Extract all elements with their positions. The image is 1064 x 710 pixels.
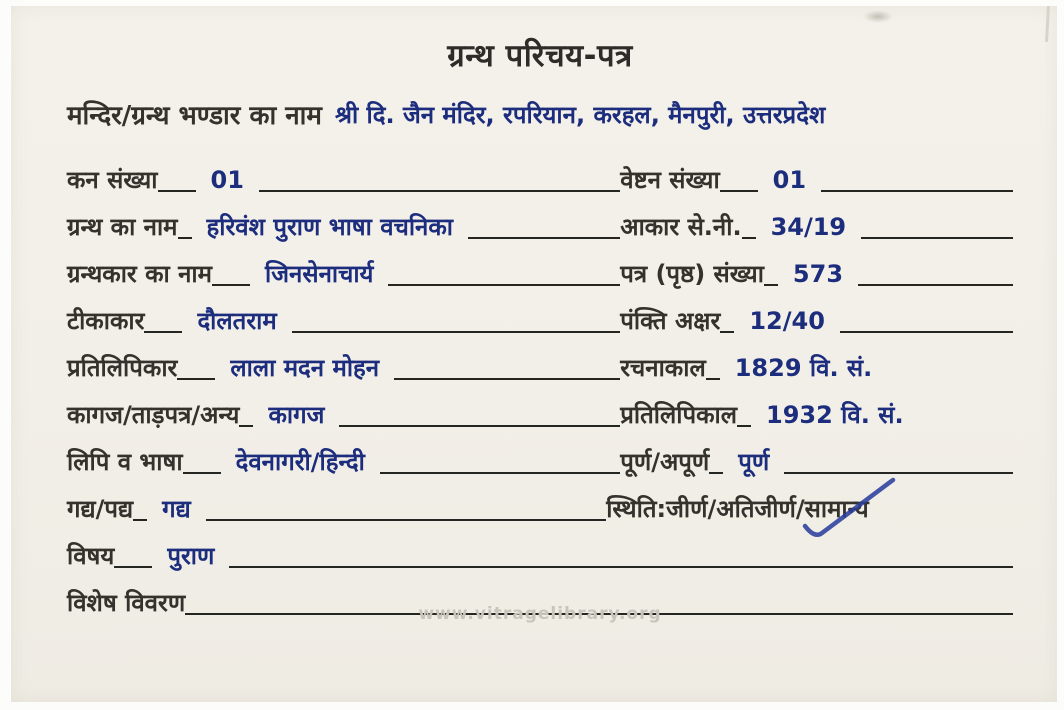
rule-line — [720, 190, 758, 192]
scan-crease — [1045, 6, 1050, 42]
field-label: कन संख्या — [67, 166, 158, 194]
card-content — [67, 6, 1013, 702]
field-value: पूर्ण — [738, 448, 770, 476]
rule-line — [706, 378, 720, 380]
field-rachnakal — [606, 351, 1013, 384]
field-label: स्थिति:जीर्ण/अतिजीर्ण/ — [606, 495, 805, 523]
field-bhandar-name — [67, 92, 1013, 136]
field-label: लिपि व भाषा — [67, 448, 183, 476]
field-label: वेष्टन संख्या — [620, 166, 720, 194]
page-title: ग्रन्थ परिचय-पत्र — [447, 38, 633, 74]
rule-line — [606, 190, 620, 192]
field-value: 34/19 — [770, 212, 847, 241]
field-label: कागज/ताड़पत्र/अन्य — [67, 401, 240, 429]
field-label: ग्रन्थकार का नाम — [67, 260, 212, 288]
rule-line — [858, 284, 1013, 286]
rule-line — [212, 284, 250, 286]
field-value: हरिवंश पुराण भाषा वचनिका — [206, 213, 453, 241]
watermark: www.vitragelibrary.org — [418, 604, 662, 624]
field-kagaj-tadpatra — [67, 398, 606, 431]
field-value: जिनसेनाचार्य — [265, 260, 374, 288]
field-value: पुराण — [167, 542, 215, 570]
rule-line — [606, 331, 620, 333]
field-kram-sankhya — [67, 163, 606, 196]
field-gadya-padya — [67, 492, 606, 525]
field-value: गद्य — [162, 495, 191, 523]
field-label: ग्रन्थ का नाम — [67, 213, 178, 241]
field-pankti-akshar — [606, 304, 1013, 337]
field-value: 1932 वि. सं. — [766, 401, 904, 429]
form-row — [67, 438, 1013, 485]
field-value: दौलतराम — [197, 307, 277, 335]
field-value: 01 — [772, 165, 807, 194]
rule-line — [821, 190, 1013, 192]
rule-line — [114, 566, 152, 568]
rule-line — [468, 237, 606, 239]
rule-line — [183, 472, 221, 474]
rule-line — [144, 331, 182, 333]
rule-line — [737, 425, 751, 427]
field-label: आकार से.नी. — [620, 213, 742, 241]
rule-line — [606, 425, 620, 427]
field-label: पूर्ण/अपूर्ण — [620, 448, 710, 476]
form-row — [67, 156, 1013, 203]
rule-line — [178, 237, 192, 239]
field-vishay — [67, 532, 1013, 579]
rule-line — [229, 566, 1013, 568]
rule-line — [239, 425, 253, 427]
field-value: देवनागरी/हिन्दी — [235, 448, 365, 476]
rule-line — [606, 378, 620, 380]
rule-line — [784, 472, 1013, 474]
field-label: रचनाकाल — [620, 354, 706, 382]
field-granthkar-name — [67, 257, 606, 290]
rule-line — [380, 472, 606, 474]
field-sthiti — [606, 492, 1013, 525]
rule-line — [742, 237, 756, 239]
condition-marked-option — [805, 492, 869, 525]
rule-line — [339, 425, 606, 427]
field-label: टीकाकार — [67, 307, 145, 335]
field-value: 573 — [792, 259, 844, 288]
field-patra-sankhya — [606, 257, 1013, 290]
rule-line — [840, 331, 1013, 333]
rule-line — [709, 472, 723, 474]
field-value: 01 — [210, 165, 244, 194]
field-value: 12/40 — [749, 306, 825, 335]
rule-line — [388, 284, 606, 286]
field-value: लाला मदन मोहन — [230, 354, 380, 382]
rule-line — [720, 331, 734, 333]
rule-line — [861, 237, 1013, 239]
form-row — [67, 485, 1013, 532]
field-label: गद्य/पद्य — [67, 495, 134, 523]
rule-line — [206, 519, 606, 521]
field-label: मन्दिर/ग्रन्थ भण्डार का नाम — [67, 101, 322, 131]
field-label: प्रतिलिपिकार — [67, 354, 178, 382]
rule-line — [177, 378, 215, 380]
field-granth-name — [67, 210, 606, 243]
field-purn-apurn — [606, 445, 1013, 478]
field-tikakar — [67, 304, 606, 337]
field-value: कागज — [268, 401, 325, 429]
field-label: प्रतिलिपिकाल — [620, 401, 738, 429]
field-pratilipikar — [67, 351, 606, 384]
form-row — [67, 203, 1013, 250]
field-veshtan-sankhya — [606, 163, 1013, 196]
rule-line — [259, 190, 606, 192]
field-label: विषय — [67, 542, 115, 570]
field-label: सामान्य — [804, 495, 869, 523]
field-aakar — [606, 210, 1013, 243]
field-label: पत्र (पृष्ठ) संख्या — [620, 260, 764, 288]
field-lipi-bhasha — [67, 445, 606, 478]
rule-line — [764, 284, 778, 286]
rule-line — [158, 190, 196, 192]
field-pratilipikal — [606, 398, 1013, 431]
form-row — [67, 297, 1013, 344]
rule-line — [133, 519, 147, 521]
field-label: विशेष विवरण — [67, 589, 186, 617]
scanned-card — [11, 6, 1057, 702]
rule-line — [394, 378, 606, 380]
rule-line — [606, 472, 620, 474]
rule-line — [606, 237, 620, 239]
rule-line — [606, 284, 620, 286]
form-row — [67, 250, 1013, 297]
rule-line — [292, 331, 606, 333]
field-value: 1829 वि. सं. — [734, 354, 873, 382]
form-row — [67, 391, 1013, 438]
form-rows — [67, 156, 1013, 626]
form-row — [67, 344, 1013, 391]
field-value: श्री दि. जैन मंदिर, रपरियान, करहल, मैनपुरी, उत्तरप्रदेश — [334, 100, 826, 129]
field-label: पंक्ति अक्षर — [620, 307, 721, 335]
